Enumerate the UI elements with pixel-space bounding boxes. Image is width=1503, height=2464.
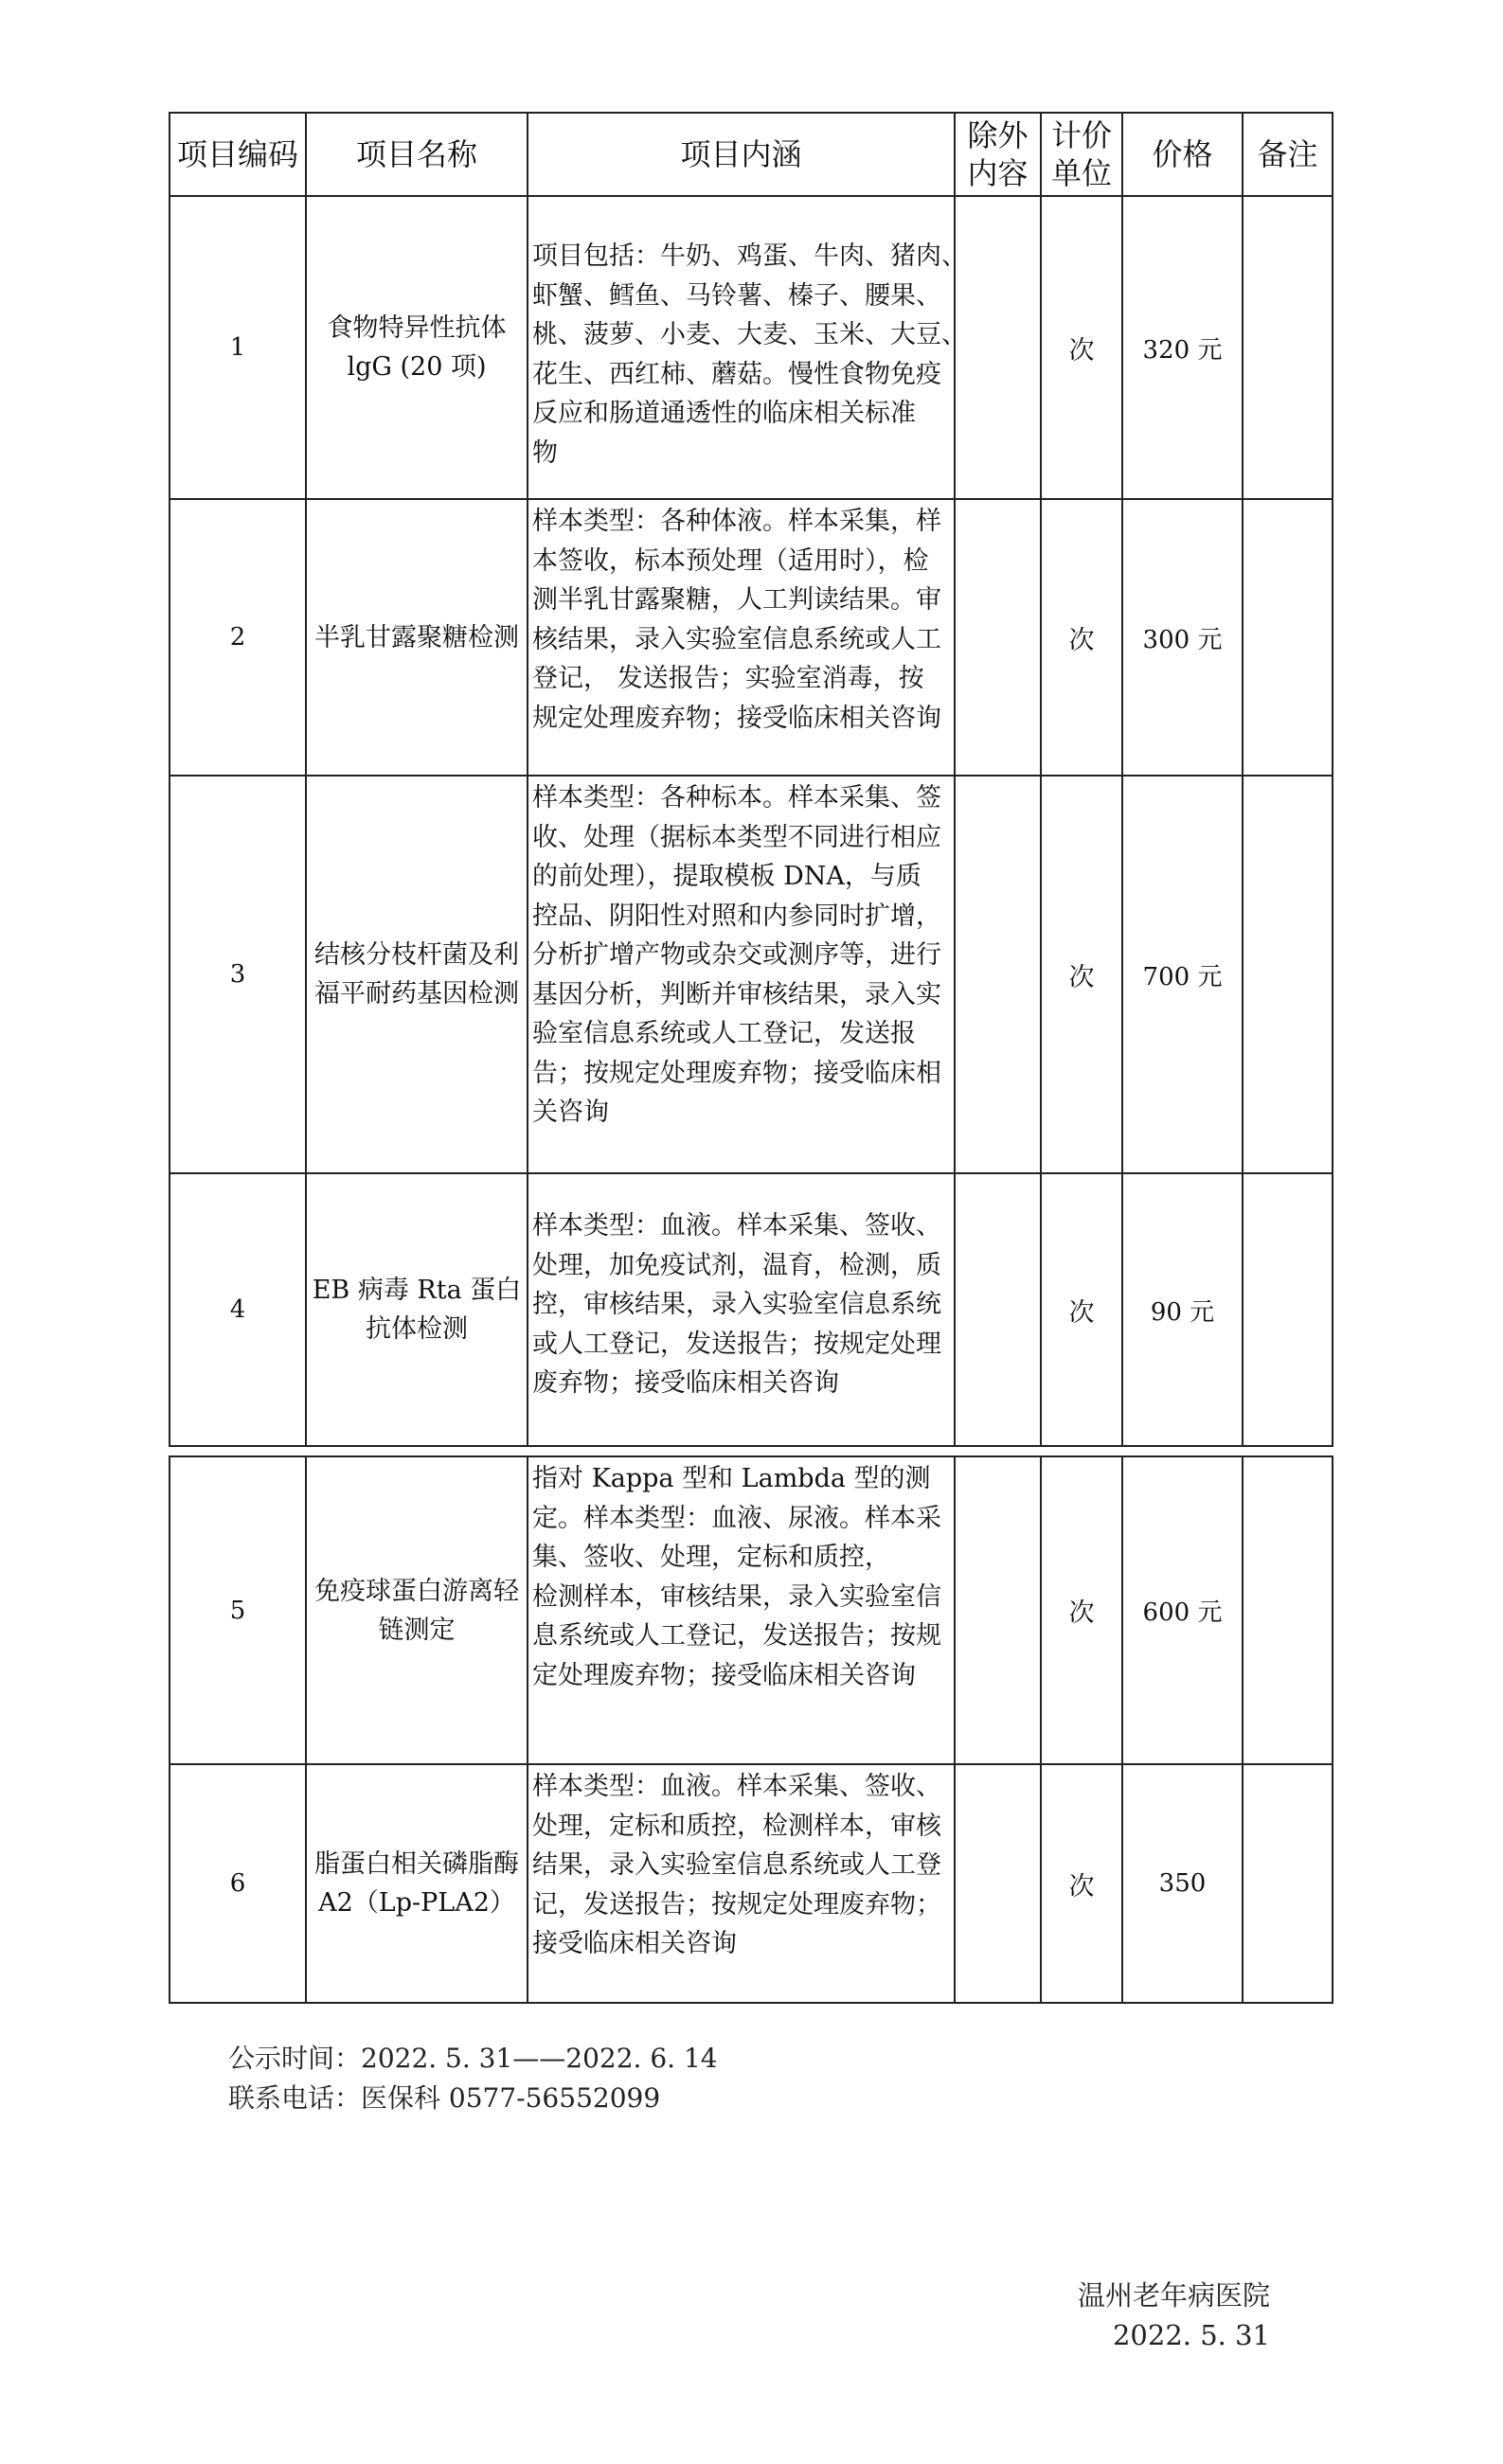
item-name xyxy=(306,1764,528,2003)
desc-line: 样本类型：各种标本。样本采集、签 xyxy=(532,783,941,812)
item-name xyxy=(306,776,528,1173)
item-unit: 次 xyxy=(1041,1173,1122,1446)
item-note xyxy=(1243,499,1333,776)
item-desc xyxy=(528,499,955,776)
header-desc: 项目内涵 xyxy=(528,113,955,196)
item-note xyxy=(1243,1764,1333,2003)
header-note: 备注 xyxy=(1243,113,1333,196)
item-code: 3 xyxy=(170,776,306,1173)
item-name-line: 抗体检测 xyxy=(366,1314,468,1344)
desc-line: 花生、西红柿、蘑菇。慢性食物免疫 xyxy=(532,359,941,389)
item-name-line: EB 病毒 Rta 蛋白 xyxy=(312,1276,522,1305)
desc-line: 记，发送报告；按规定处理废弃物； xyxy=(532,1889,941,1919)
table-row xyxy=(170,776,1333,1173)
desc-line: 检测样本，审核结果，录入实验室信 xyxy=(532,1581,941,1612)
item-price: 300 元 xyxy=(1122,499,1243,776)
notice-time: 公示时间：2022. 5. 31——2022. 6. 14 xyxy=(228,2043,718,2074)
item-name-line: 链测定 xyxy=(378,1615,456,1645)
desc-line: 规定处理废弃物；接受临床相关咨询 xyxy=(532,703,941,733)
desc-line: 告；按规定处理废弃物；接受临床相 xyxy=(532,1058,941,1088)
item-excluded xyxy=(955,1456,1041,1764)
desc-line: 测半乳甘露聚糖，人工判读结果。审 xyxy=(532,585,941,615)
table-row xyxy=(170,499,1333,776)
header-excluded xyxy=(955,113,1041,196)
desc-line: 处理，加免疫试剂，温育，检测，质 xyxy=(532,1250,941,1280)
desc-line: 或人工登记，发送报告；按规定处理 xyxy=(532,1329,941,1359)
header-code: 项目编码 xyxy=(170,113,306,196)
signature-org: 温州老年病医院 xyxy=(1077,2279,1270,2312)
item-name-line: 免疫球蛋白游离轻 xyxy=(314,1576,519,1606)
item-price: 700 元 xyxy=(1122,776,1243,1173)
desc-line: 处理，定标和质控，检测样本，审核 xyxy=(532,1811,941,1841)
item-unit: 次 xyxy=(1041,499,1122,776)
item-note xyxy=(1243,1456,1333,1764)
desc-line: 关咨询 xyxy=(532,1098,609,1127)
header-excluded-line1: 除外 xyxy=(967,117,1029,153)
item-note xyxy=(1243,1173,1333,1446)
item-name-line: lgG (20 项) xyxy=(347,352,487,382)
signature-date: 2022. 5. 31 xyxy=(1112,2319,1270,2351)
header-unit-line1: 计价 xyxy=(1050,117,1112,153)
item-price: 600 元 xyxy=(1122,1456,1243,1764)
item-desc xyxy=(528,1456,955,1764)
item-code: 4 xyxy=(170,1173,306,1446)
header-price: 价格 xyxy=(1122,113,1243,196)
table-row xyxy=(170,196,1333,499)
item-unit: 次 xyxy=(1041,196,1122,499)
desc-line: 收、处理（据标本类型不同进行相应 xyxy=(532,822,941,852)
desc-line: 物 xyxy=(532,437,558,468)
item-excluded xyxy=(955,1173,1041,1446)
item-unit: 次 xyxy=(1041,776,1122,1173)
desc-line: 登记， 发送报告；实验室消毒，按 xyxy=(532,664,924,693)
item-name xyxy=(306,499,528,776)
item-name-line: 半乳甘露聚糖检测 xyxy=(314,622,519,652)
desc-line: 接受临床相关咨询 xyxy=(532,1929,737,1958)
header-name: 项目名称 xyxy=(306,113,528,196)
item-price: 350 xyxy=(1122,1764,1243,2003)
price-table-continued xyxy=(169,1455,1333,2004)
item-name-line: 结核分枝杆菌及利 xyxy=(314,940,519,970)
desc-line: 息系统或人工登记，发送报告；按规 xyxy=(532,1621,941,1651)
desc-line: 桃、菠萝、小麦、大麦、玉米、大豆、 xyxy=(532,320,967,349)
desc-line: 样本类型：各种体液。样本采集，样 xyxy=(532,507,941,536)
desc-line: 控，审核结果，录入实验室信息系统 xyxy=(532,1290,941,1319)
item-code: 2 xyxy=(170,499,306,776)
item-name-line: 福平耐药基因检测 xyxy=(314,979,519,1009)
header-unit-line2: 单位 xyxy=(1050,155,1112,191)
item-name xyxy=(306,1456,528,1764)
desc-line: 基因分析，判断并审核结果，录入实 xyxy=(532,979,941,1009)
desc-line: 定。样本类型：血液、尿液。样本采 xyxy=(532,1503,941,1533)
signature-block xyxy=(1078,2276,1270,2355)
desc-line: 分析扩增产物或杂交或测序等，进行 xyxy=(532,940,941,970)
item-note xyxy=(1243,196,1333,499)
header-unit xyxy=(1041,113,1122,196)
desc-line: 集、签收、处理，定标和质控， xyxy=(532,1543,890,1572)
item-excluded xyxy=(955,196,1041,499)
item-name-line: 食物特异性抗体 xyxy=(327,313,507,343)
item-unit: 次 xyxy=(1041,1764,1122,2003)
desc-line: 样本类型：血液。样本采集、签收、 xyxy=(532,1772,941,1801)
item-note xyxy=(1243,776,1333,1173)
desc-line: 虾蟹、鳕鱼、马铃薯、榛子、腰果、 xyxy=(532,280,941,311)
item-excluded xyxy=(955,1764,1041,2003)
desc-line: 项目包括：牛奶、鸡蛋、牛肉、猪肉、 xyxy=(532,241,967,271)
desc-line: 本签收，标本预处理（适用时），检 xyxy=(532,545,929,576)
item-name-line: A2（Lp-PLA2） xyxy=(318,1888,515,1918)
item-price: 320 元 xyxy=(1122,196,1243,499)
header-excluded-line2: 内容 xyxy=(967,155,1029,191)
table-row xyxy=(170,1456,1333,1764)
item-excluded xyxy=(955,499,1041,776)
table-row xyxy=(170,1764,1333,2003)
contact-phone: 联系电话：医保科 0577-56552099 xyxy=(228,2082,661,2114)
desc-line: 结果，录入实验室信息系统或人工登 xyxy=(532,1850,941,1880)
desc-line: 的前处理），提取模板 DNA，与质 xyxy=(532,862,921,891)
item-price: 90 元 xyxy=(1122,1173,1243,1446)
desc-line: 核结果，录入实验室信息系统或人工 xyxy=(532,624,941,654)
item-desc xyxy=(528,1764,955,2003)
desc-line: 样本类型：血液。样本采集、签收、 xyxy=(532,1211,941,1241)
table-row xyxy=(170,1173,1333,1446)
desc-line: 反应和肠道通透性的临床相关标准 xyxy=(532,399,916,428)
item-desc xyxy=(528,776,955,1173)
item-code: 5 xyxy=(170,1456,306,1764)
item-name xyxy=(306,196,528,499)
desc-line: 定处理废弃物；接受临床相关咨询 xyxy=(532,1660,916,1690)
item-code: 1 xyxy=(170,196,306,499)
item-unit: 次 xyxy=(1041,1456,1122,1764)
item-code: 6 xyxy=(170,1764,306,2003)
item-name-line: 脂蛋白相关磷脂酶 xyxy=(314,1849,519,1879)
desc-line: 废弃物；接受临床相关咨询 xyxy=(532,1368,839,1398)
table-header-row xyxy=(170,113,1333,196)
desc-line: 控品、阴阳性对照和内参同时扩增， xyxy=(532,901,941,931)
footer-notes xyxy=(228,2039,718,2118)
desc-line: 验室信息系统或人工登记，发送报 xyxy=(532,1019,916,1048)
item-desc xyxy=(528,1173,955,1446)
desc-line: 指对 Kappa 型和 Lambda 型的测 xyxy=(532,1464,931,1493)
item-excluded xyxy=(955,776,1041,1173)
price-table-main xyxy=(169,112,1333,1447)
item-name xyxy=(306,1173,528,1446)
item-desc xyxy=(528,196,967,499)
